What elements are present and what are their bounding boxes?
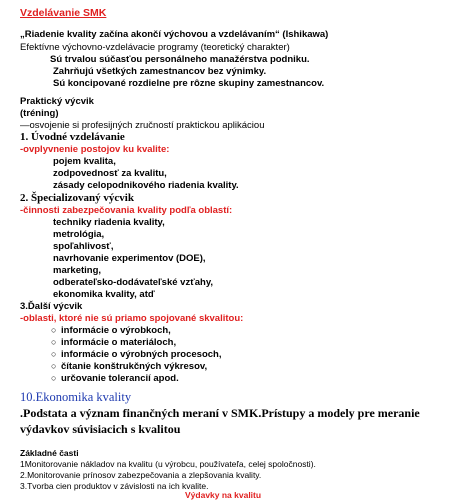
practical-line: —osvojenie si profesijných zručností praktickou aplikáciou bbox=[20, 120, 265, 131]
section2-item-4: navrhovanie experimentov (DOE), bbox=[53, 253, 206, 264]
effective-programs-text: Efektívne výchovno-vzdelávacie programy (teoretický charakter) bbox=[20, 42, 290, 53]
section2-item-6: odberateľsko-dodávateľské vzťahy, bbox=[53, 277, 214, 288]
section3-item-5 bbox=[51, 374, 179, 384]
circle-bullet-icon: ○ bbox=[51, 349, 57, 359]
section3-item-2-text: informácie o materiáloch, bbox=[61, 337, 177, 348]
program-point-1: Sú trvalou súčasťou personálneho manažérstva podniku. bbox=[50, 54, 310, 65]
section2-title: 2. Špecializovaný výcvik bbox=[20, 192, 134, 204]
section3-item-2 bbox=[51, 338, 176, 348]
economics-heading: 10.Ekonomika kvality bbox=[20, 390, 132, 404]
section3-item-4 bbox=[51, 362, 207, 372]
footer-heading: Výdavky na kvalitu bbox=[185, 490, 262, 500]
section2-subtitle: -činnosti zabezpečovania kvality podľa oblastí: bbox=[20, 205, 233, 216]
program-point-3: Sú koncipované rozdielne pre rôzne skupiny zamestnancov. bbox=[53, 78, 325, 89]
basics-heading: Základné časti bbox=[20, 448, 79, 458]
section3-item-1 bbox=[51, 326, 171, 336]
section3-item-3-text: informácie o výrobných procesoch, bbox=[61, 349, 222, 360]
page-title: Vzdelávanie SMK bbox=[20, 7, 107, 19]
section2-item-3: spoľahlivosť, bbox=[53, 241, 114, 252]
section3-item-5-text: určovanie tolerancií apod. bbox=[61, 373, 179, 384]
economics-subheading-line2: výdavkov súvisiacich s kvalitou bbox=[20, 422, 181, 436]
section2-item-2: metrológia, bbox=[53, 229, 105, 240]
circle-bullet-icon: ○ bbox=[51, 337, 57, 347]
circle-bullet-icon: ○ bbox=[51, 325, 57, 335]
section1-item-3: zásady celopodnikového riadenia kvality. bbox=[53, 180, 239, 191]
section3-subtitle: -oblasti, ktoré nie sú priamo spojované skvalitou: bbox=[20, 313, 244, 324]
practical-heading-sub: (tréning) bbox=[20, 108, 59, 119]
section2-item-7: ekonomika kvality, atď bbox=[53, 289, 155, 300]
section3-title: 3.Ďalší výcvik bbox=[20, 301, 83, 312]
section1-title: 1. Úvodné vzdelávanie bbox=[20, 131, 125, 143]
section2-item-1: techniky riadenia kvality, bbox=[53, 217, 165, 228]
section2-item-5: marketing, bbox=[53, 265, 102, 276]
section3-item-3 bbox=[51, 350, 222, 360]
basics-item-3: 3.Tvorba cien produktov v závislosti na ich kvalite. bbox=[20, 481, 209, 491]
circle-bullet-icon: ○ bbox=[51, 373, 57, 383]
section3-item-1-text: informácie o výrobkoch, bbox=[61, 325, 171, 336]
quote-text: „Riadenie kvality začína akončí výchovou a vzdelávaním“ (Ishikawa) bbox=[20, 29, 329, 40]
economics-subheading-line1: .Podstata a význam finančných meraní v SMK.Prístupy a modely pre meranie bbox=[20, 406, 420, 420]
program-point-2: Zahrňujú všetkých zamestnancov bez výnimky. bbox=[53, 66, 267, 77]
practical-heading: Praktický výcvik bbox=[20, 96, 94, 107]
section3-item-4-text: čítanie konštrukčných výkresov, bbox=[61, 361, 208, 372]
basics-item-2: 2.Monitorovanie prínosov zabezpečovania a zlepšovania kvality. bbox=[20, 470, 262, 480]
basics-item-1: 1Monitorovanie nákladov na kvalitu (u výrobcu, používateľa, celej spoločnosti). bbox=[20, 459, 316, 469]
section1-subtitle: -ovplyvnenie postojov ku kvalite: bbox=[20, 144, 170, 155]
circle-bullet-icon: ○ bbox=[51, 361, 57, 371]
section1-item-2: zodpovednosť za kvalitu, bbox=[53, 168, 167, 179]
section1-item-1: pojem kvalita, bbox=[53, 156, 116, 167]
